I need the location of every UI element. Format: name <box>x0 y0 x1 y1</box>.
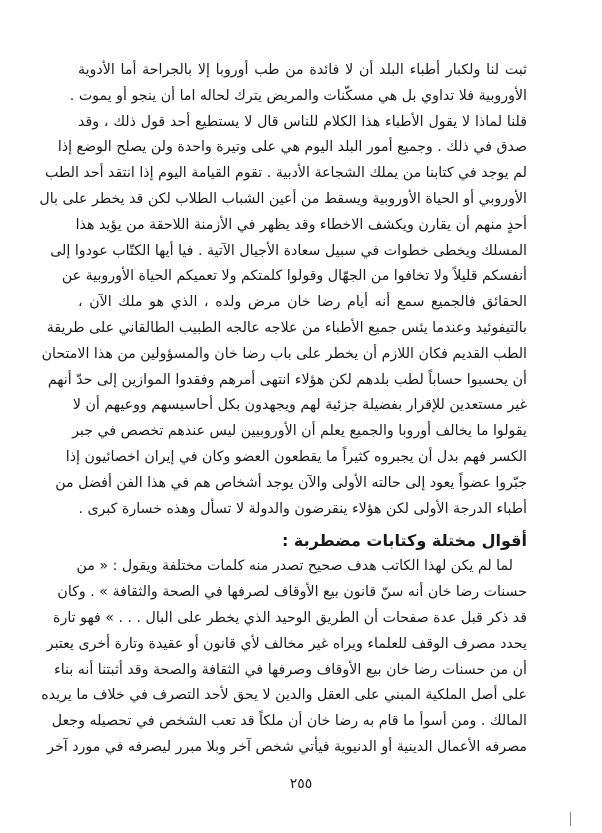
text-line: لم يوجد في كتابنا من يملك الشجاعة الأدبية . تقوم القيامة اليوم إذا انتقد أحد الطب <box>45 165 527 182</box>
text-line: قلنا لماذا لا يقول الأطباء هذا الكلام للناس قال لا يستطيع أحد قول ذلك ، وقد <box>78 113 527 130</box>
text-line: الأوروبية فلا تداوي بل هي مسكّنات والمريض يترك لحاله اما أن ينجو أو يموت . <box>69 87 527 104</box>
paragraph-1 <box>39 58 527 522</box>
text-line: مصرفه الأعمال الدينية أو الدنيوية فيأتي شخص آخر وبلا مبرر ليصرفه في مورد آخر <box>47 738 527 755</box>
text-line: يحدد مصرف الوقف للعلماء ويراه غير مخالف لأي قانون أو عقيدة وتارة أخرى يعتبر <box>46 635 527 652</box>
text-line: أحدٍ منهم أن يقارن ويكشف الاخطاء وقد يظهر في الأزمنة اللاحقة من يؤيد هذا <box>75 216 527 233</box>
text-line: الأوروبي أو الحياة الأوروبية ويسقط من أعين الشباب الطلاب لكن قد يخطر على بال <box>39 190 527 207</box>
text-line: حسنات رضا خان أنه سنّ قانون بيع الأوقاف لصرفها في الصحة والثقافة » . وكان <box>57 584 527 601</box>
text-line: بالتيفوئيد وعندما يئس جميع الأطباء من علاجه عالجه الطبيب الطالقاني على طريقة <box>46 319 527 336</box>
text-line: على أصل الملكية المبني على العقل والدين لا يحق لأحد التصرف في خلاف ما يريده <box>41 687 527 704</box>
scan-mark <box>570 812 571 826</box>
text-line: جبّروا عضواً يعود إلى حالته الأولى والآن يوجد أشخاص هم في هذا الفن أفضل من <box>55 474 527 491</box>
text-line: قد ذكر قبل عدة صفحات أن الطريق الوحيد الذي يخطر على البال . . . » فهو تارة <box>53 609 527 626</box>
text-line: غير مستعدين للإقرار بفضيلة جزئية لهم ويجهدون بكل أحاسيسهم ووعيهم أن لا <box>72 397 527 414</box>
text-line: المالك . ومن أسوأ ما قام به رضا خان أن ملكاً قد تعب الشخص في تحصيله وجعل <box>51 713 527 730</box>
text-line: أن يحسبوا حساباً لطب بلدهم لكن هؤلاء انتهى أمرهم وفقدوا الموازين إلى حدّ أنهم <box>47 371 527 388</box>
text-line: الحقائق فالجميع سمع أنه أيام رضا خان مرض ولده ، الذي هو ملك الآن ، <box>78 294 527 311</box>
paragraph-2 <box>41 554 527 760</box>
section-heading: أقوال مختلة وكتابات مضطربة : <box>281 531 527 551</box>
text-line: أنفسكم قليلاً ولا تخافوا من الجهّال وقولوا كلمتكم ولا تعميكم الحياة الأوروبية عن <box>61 268 527 285</box>
text-line: الكسر فهم بدل أن يجبروه كثيراً ما يقطعون العضو وكان في إيران اخصائيون إذا <box>65 448 527 465</box>
text-line: لما لم يكن لهذا الكاتب هدف صحيح تصدر منه كلمات مختلفة ويقول : « من <box>76 558 513 575</box>
page-number: ٢٥٥ <box>289 776 313 792</box>
text-line: صدق في ذلك . وجميع أمور البلد اليوم هي على وتيرة واحدة ولن يصلح الوضع إذا <box>57 139 527 156</box>
text-line: يقولوا ما يخالف أوروبا والجميع يعلم أن الأوروبيين ليس عندهم تخصص في جبر <box>72 423 527 440</box>
text-line: الطب القديم فكان اللازم أن يخطر على باب رضا خان والمسؤولين من هذا الامتحان <box>41 345 527 362</box>
text-line: أن من حسنات رضا خان بيع الأوقاف وصرفها في الثقافة والصحة وقد أثبتنا أنه بناء <box>54 661 527 678</box>
text-line: أطباء الدرجة الأولى لكن هؤلاء ينقرضون والدولة لا تسأل وهذه خسارة كبرى . <box>78 500 527 517</box>
text-line: المسلك ويخطى خطوات في سبيل سعادة الأجيال الآتية . فيا أيها الكتّاب عودوا إلى <box>50 242 527 259</box>
document-body <box>39 58 527 761</box>
text-line: ثبت لنا ولكبار أطباء البلد أن لا فائدة من طب أوروبا إلا بالجراحة أما الأدوية <box>78 62 527 78</box>
